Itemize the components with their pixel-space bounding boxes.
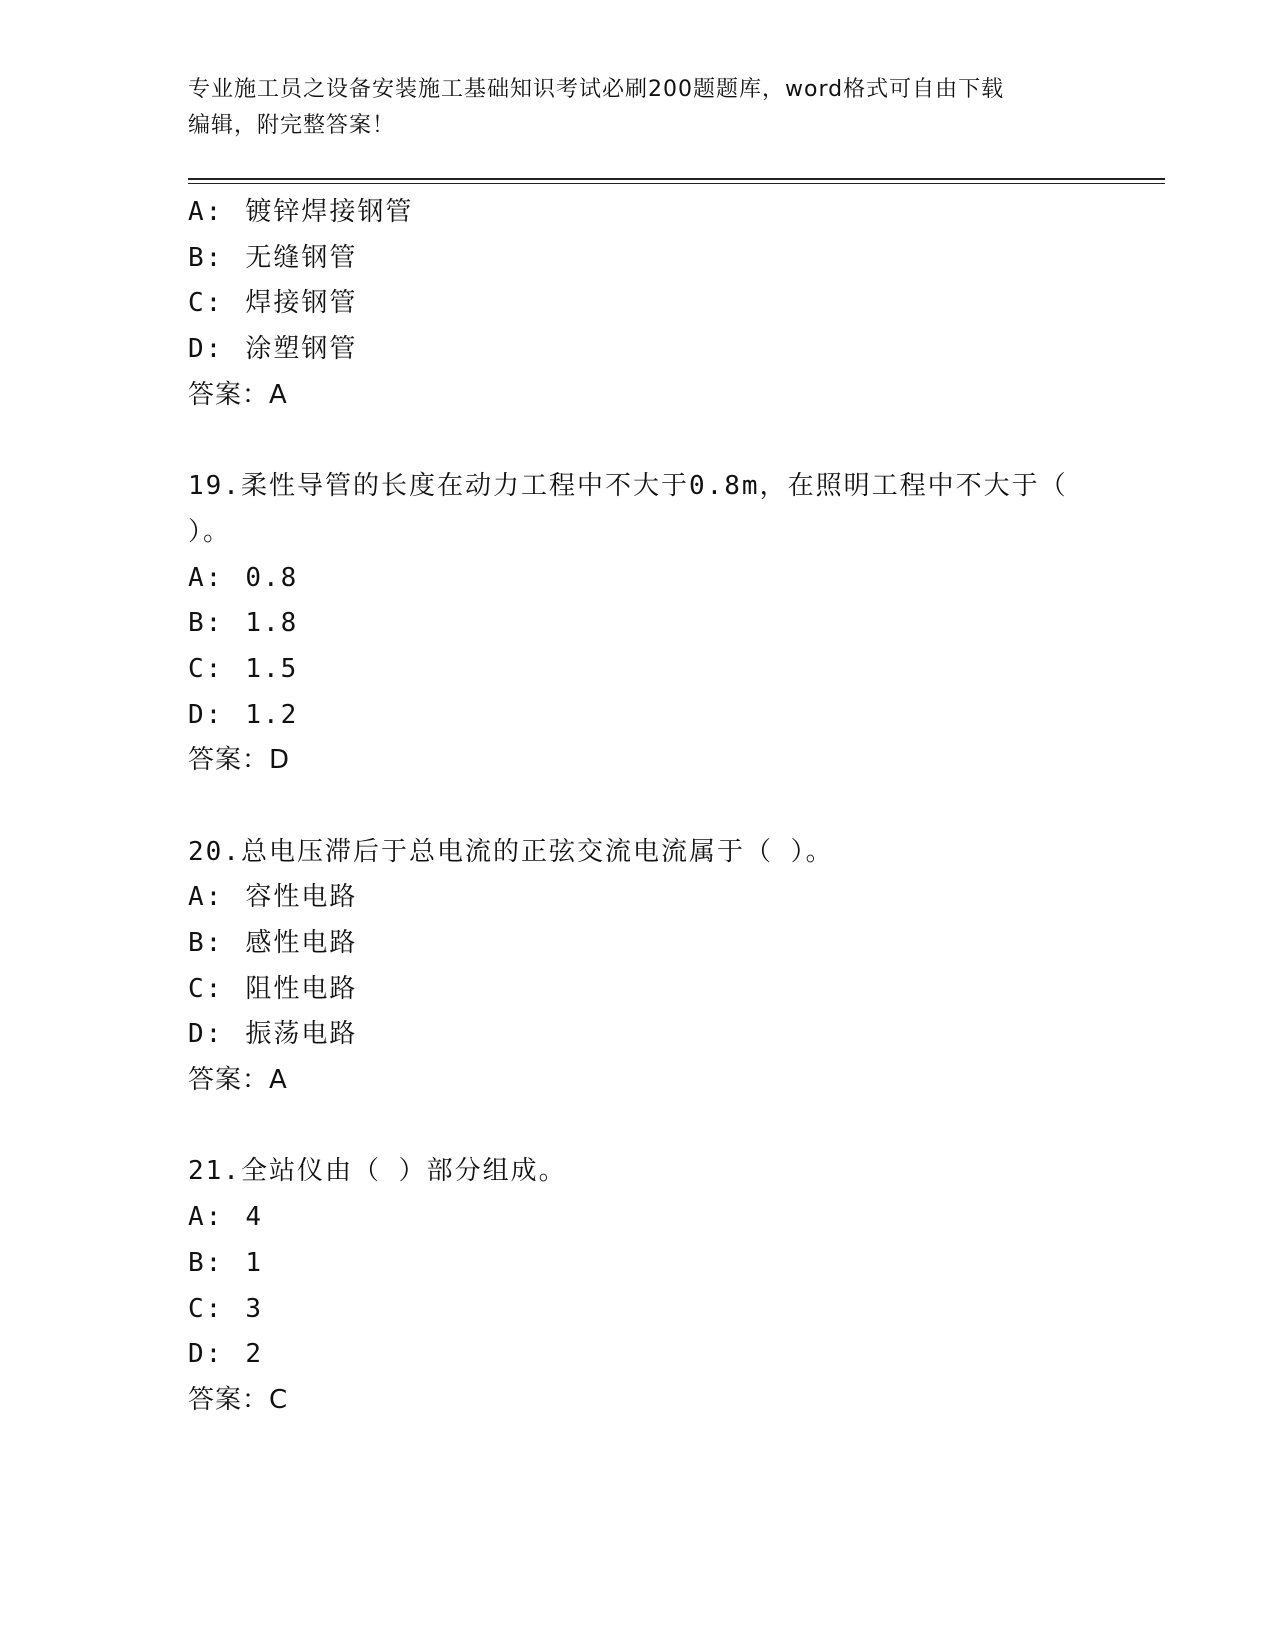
answer-20: 答案：A [188, 1065, 288, 1096]
option-a [188, 556, 1088, 602]
question-21-text: 21.全站仪由（ ）部分组成。 [188, 1156, 567, 1187]
option-key: B: [188, 928, 224, 958]
option-d [188, 1012, 1088, 1058]
answer-18: 答案：A [188, 379, 288, 410]
option-key: D: [188, 699, 224, 730]
option-c [188, 281, 1088, 327]
option-a [188, 190, 1088, 236]
option-c [188, 967, 1088, 1013]
option-key: C: [188, 973, 224, 1004]
question-20 [188, 830, 1088, 1104]
option-text: 1.5 [245, 653, 299, 684]
option-d [188, 693, 1088, 739]
option-b [188, 601, 1088, 647]
header-line-2: 编辑，附完整答案！ [188, 113, 396, 138]
option-key: A: [188, 562, 224, 593]
option-b [188, 1241, 1088, 1287]
option-text: 1 [245, 1247, 263, 1278]
document-header [188, 72, 1088, 144]
option-key: C: [188, 653, 224, 684]
option-text: 3 [245, 1293, 263, 1324]
option-b [188, 236, 1088, 282]
option-c [188, 1287, 1088, 1333]
option-text: 1.8 [245, 608, 299, 639]
option-text: 4 [245, 1202, 263, 1233]
option-text: 振荡电路 [245, 1019, 358, 1050]
question-list [188, 190, 1088, 1424]
option-key: B: [188, 1247, 224, 1278]
option-text: 感性电路 [245, 928, 358, 958]
option-key: C: [188, 1293, 224, 1324]
header-divider-thick [188, 178, 1165, 180]
question-19-text-line-1: 19.柔性导管的长度在动力工程中不大于0.8m，在照明工程中不大于（ [188, 471, 1068, 502]
answer-21: 答案：C [188, 1384, 289, 1415]
option-key: C: [188, 288, 224, 319]
option-text: 容性电路 [245, 882, 358, 913]
question-19 [188, 464, 1088, 784]
option-d [188, 1332, 1088, 1378]
option-text: 无缝钢管 [245, 242, 358, 273]
option-key: D: [188, 334, 224, 365]
question-18-options [188, 190, 1088, 418]
option-text: 焊接钢管 [245, 288, 358, 319]
option-text: 0.8 [245, 562, 299, 593]
option-b [188, 921, 1088, 967]
option-key: D: [188, 1019, 224, 1050]
option-text: 1.2 [245, 699, 299, 730]
question-20-text: 20.总电压滞后于总电流的正弦交流电流属于（ ）。 [188, 836, 834, 867]
question-21 [188, 1149, 1088, 1423]
option-c [188, 647, 1088, 693]
header-line-1: 专业施工员之设备安装施工基础知识考试必刷200题题库，word格式可自由下载 [188, 77, 1005, 102]
header-divider-thin [188, 183, 1165, 184]
option-key: D: [188, 1339, 224, 1370]
option-text: 镀锌焊接钢管 [245, 197, 414, 227]
option-key: A: [188, 1202, 224, 1233]
option-d [188, 327, 1088, 373]
option-a [188, 875, 1088, 921]
option-key: B: [188, 608, 224, 639]
option-key: B: [188, 242, 224, 273]
option-key: A: [188, 882, 224, 913]
answer-19: 答案：D [188, 745, 291, 776]
option-key: A: [188, 197, 224, 227]
question-19-text-line-2: ）。 [188, 516, 232, 547]
option-text: 阻性电路 [245, 973, 358, 1004]
option-a [188, 1195, 1088, 1241]
option-text: 2 [245, 1339, 263, 1370]
option-text: 涂塑钢管 [245, 334, 358, 365]
